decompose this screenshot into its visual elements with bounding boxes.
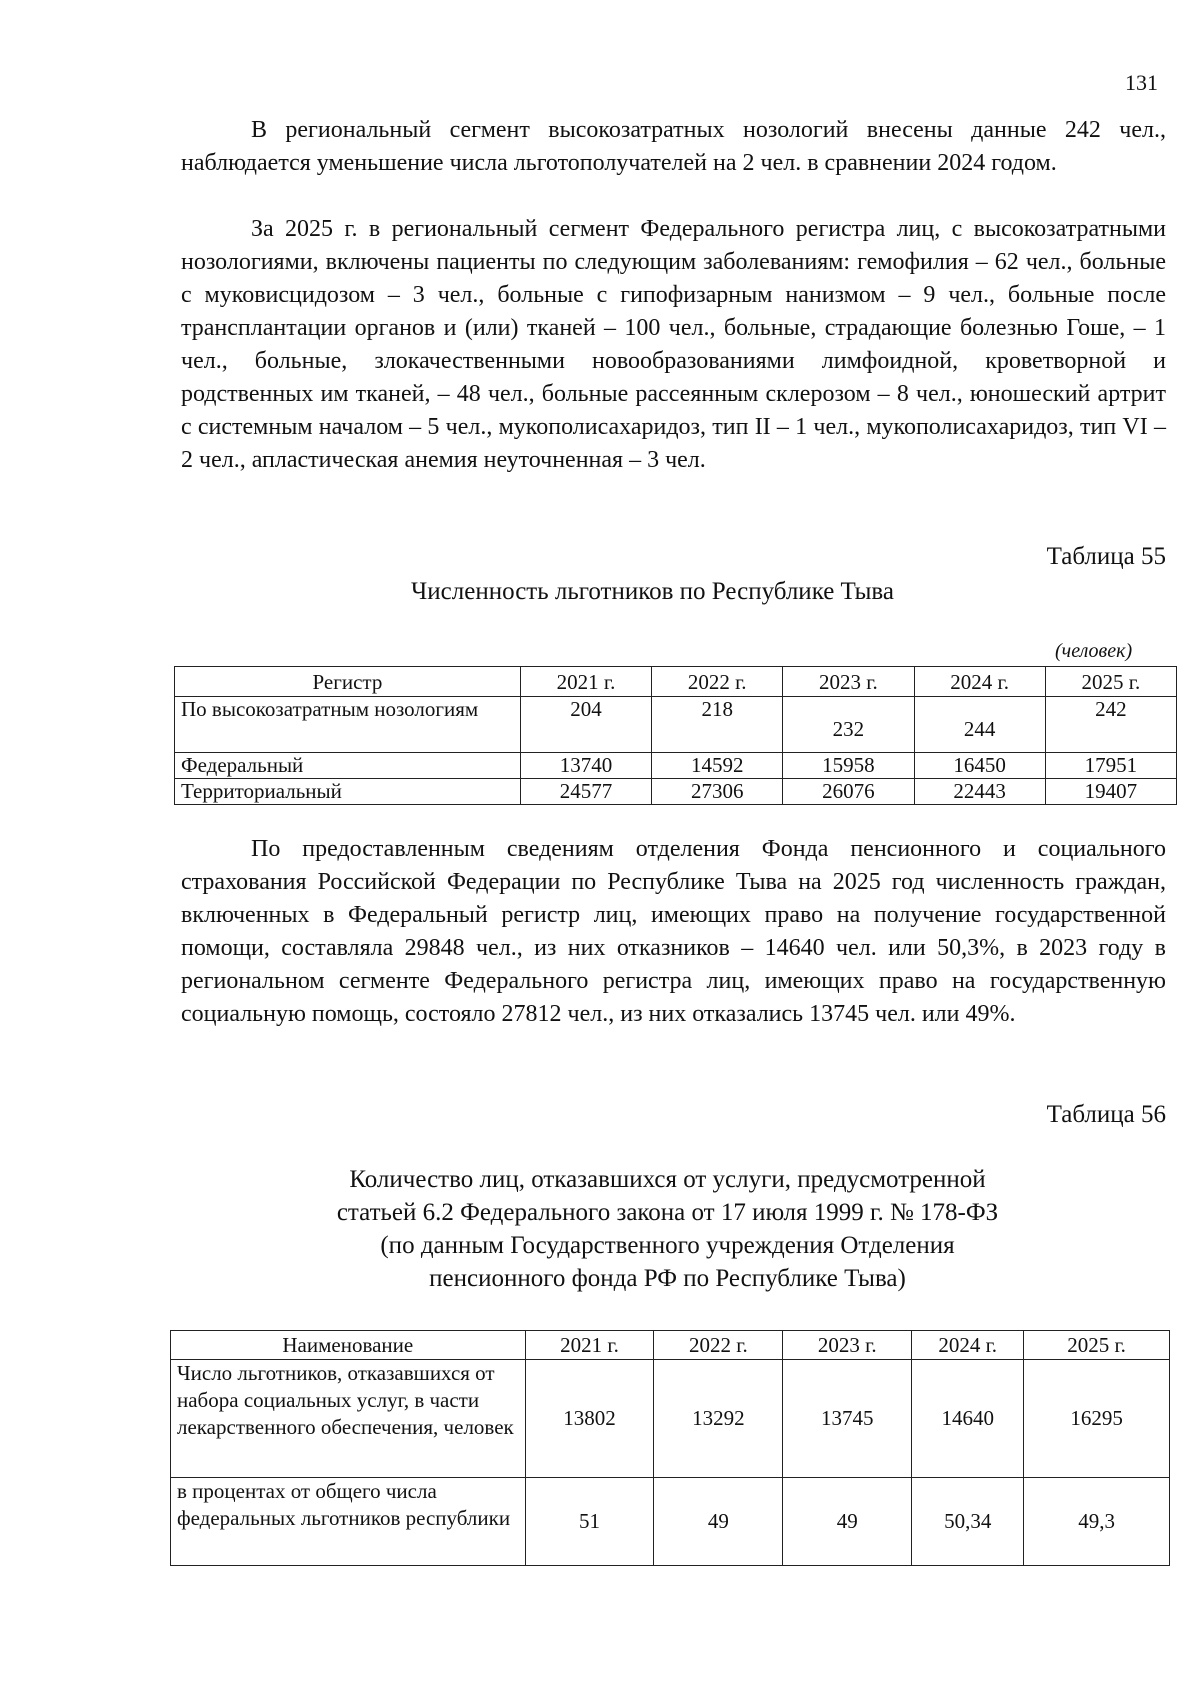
row-label: По высокозатратным нозологиям [175,697,521,753]
table-row [171,1360,1170,1478]
table-cell: 218 [652,697,783,753]
table-cell: 242 [1045,697,1176,753]
header-cell: 2023 г. [783,667,914,697]
table-cell: 13740 [520,753,651,779]
table-cell: 27306 [652,779,783,805]
table-cell: 232 [783,697,914,753]
table-cell: 204 [520,697,651,753]
table-55-label: Таблица 55 [1046,543,1166,570]
table-56-title-line: пенсионного фонда РФ по Республике Тыва) [429,1265,906,1292]
table-header-row [171,1331,1170,1360]
table-cell: 17951 [1045,753,1176,779]
table-cell: 16295 [1024,1360,1170,1478]
header-cell: 2021 г. [525,1331,654,1360]
header-cell: 2025 г. [1045,667,1176,697]
table-cell: 13292 [654,1360,783,1478]
paragraph-diseases-2025: За 2025 г. в региональный сегмент Федерального регистра лиц, с высокозатратными нозологиями, включены пациенты по следующим заболеваниям: гемофилия – 62 чел., больные с муковисцидозом – 3 чел., больные с гипофизарным нанизмом – 9 чел., больные после трансплантации органов и (или) тканей – 100 чел., больные, страдающие болезнью Гоше, – 1 чел., больные, злокачественными новообразованиями лимфоидной, кроветворной и родственных им тканей, – 48 чел., больные рассеянным склерозом – 8 чел., юношеский артрит с системным началом – 5 чел., мукополисахаридоз, тип II – 1 чел., мукополисахаридоз, тип VI – 2 чел., апластическая анемия неуточненная – 3 чел. [181,216,1166,473]
table-cell: 26076 [783,779,914,805]
table-row [171,1478,1170,1566]
table-cell: 49 [654,1478,783,1566]
table-56-title [175,1163,1160,1295]
table-cell: 51 [525,1478,654,1566]
header-cell: 2021 г. [520,667,651,697]
paragraph-regional-segment: В региональный сегмент высокозатратных нозологий внесены данные 242 чел., наблюдается уменьшение числа льготополучателей на 2 чел. в сравнении 2024 годом. [181,117,1166,176]
page-number: 131 [1125,70,1158,95]
header-cell: 2022 г. [654,1331,783,1360]
table-56-title-line: статьей 6.2 Федерального закона от 17 июля 1999 г. № 178-ФЗ [336,1199,999,1226]
table-55-title: Численность льготников по Республике Тыва [411,578,894,605]
header-cell: 2024 г. [914,667,1045,697]
row-label: Число льготников, отказавшихся от набора социальных услуг, в части лекарственного обеспечения, человек [171,1360,526,1478]
table-header-row [175,667,1177,697]
header-cell: Наименование [171,1331,526,1360]
header-cell: 2023 г. [783,1331,912,1360]
table-56-title-line: (по данным Государственного учреждения Отделения [380,1232,955,1259]
paragraph-pension-fund-data: По предоставленным сведениям отделения Фонда пенсионного и социального страхования Российской Федерации по Республике Тыва на 2025 год численность граждан, включенных в Федеральный регистр лиц, имеющих право на получение государственной помощи, составляла 29848 чел., из них отказников – 14640 чел. или 50,3%, в 2023 году в региональном сегменте Федерального регистра лиц, имеющих право на государственную социальную помощь, состояло 27812 чел., из них отказались 13745 чел. или 49%. [181,836,1166,1027]
table-cell: 14592 [652,753,783,779]
header-cell: 2025 г. [1024,1331,1170,1360]
header-cell: 2024 г. [912,1331,1024,1360]
table-56-title-line: Количество лиц, отказавшихся от услуги, предусмотренной [349,1166,986,1193]
table-cell: 15958 [783,753,914,779]
row-label: Федеральный [175,753,521,779]
table-cell: 13802 [525,1360,654,1478]
table-55-unit: (человек) [1055,640,1133,662]
table-row [175,753,1177,779]
table-row [175,779,1177,805]
table-cell: 49,3 [1024,1478,1170,1566]
table-cell: 24577 [520,779,651,805]
table-row [175,697,1177,753]
header-cell: Регистр [175,667,521,697]
table-cell: 244 [914,697,1045,753]
table-cell: 19407 [1045,779,1176,805]
table-56 [170,1330,1170,1566]
table-cell: 49 [783,1478,912,1566]
table-55 [174,666,1177,805]
table-cell: 13745 [783,1360,912,1478]
table-cell: 22443 [914,779,1045,805]
table-cell: 50,34 [912,1478,1024,1566]
header-cell: 2022 г. [652,667,783,697]
table-56-label: Таблица 56 [1046,1101,1166,1128]
row-label: Территориальный [175,779,521,805]
table-cell: 14640 [912,1360,1024,1478]
table-cell: 16450 [914,753,1045,779]
row-label: в процентах от общего числа федеральных льготников республики [171,1478,526,1566]
